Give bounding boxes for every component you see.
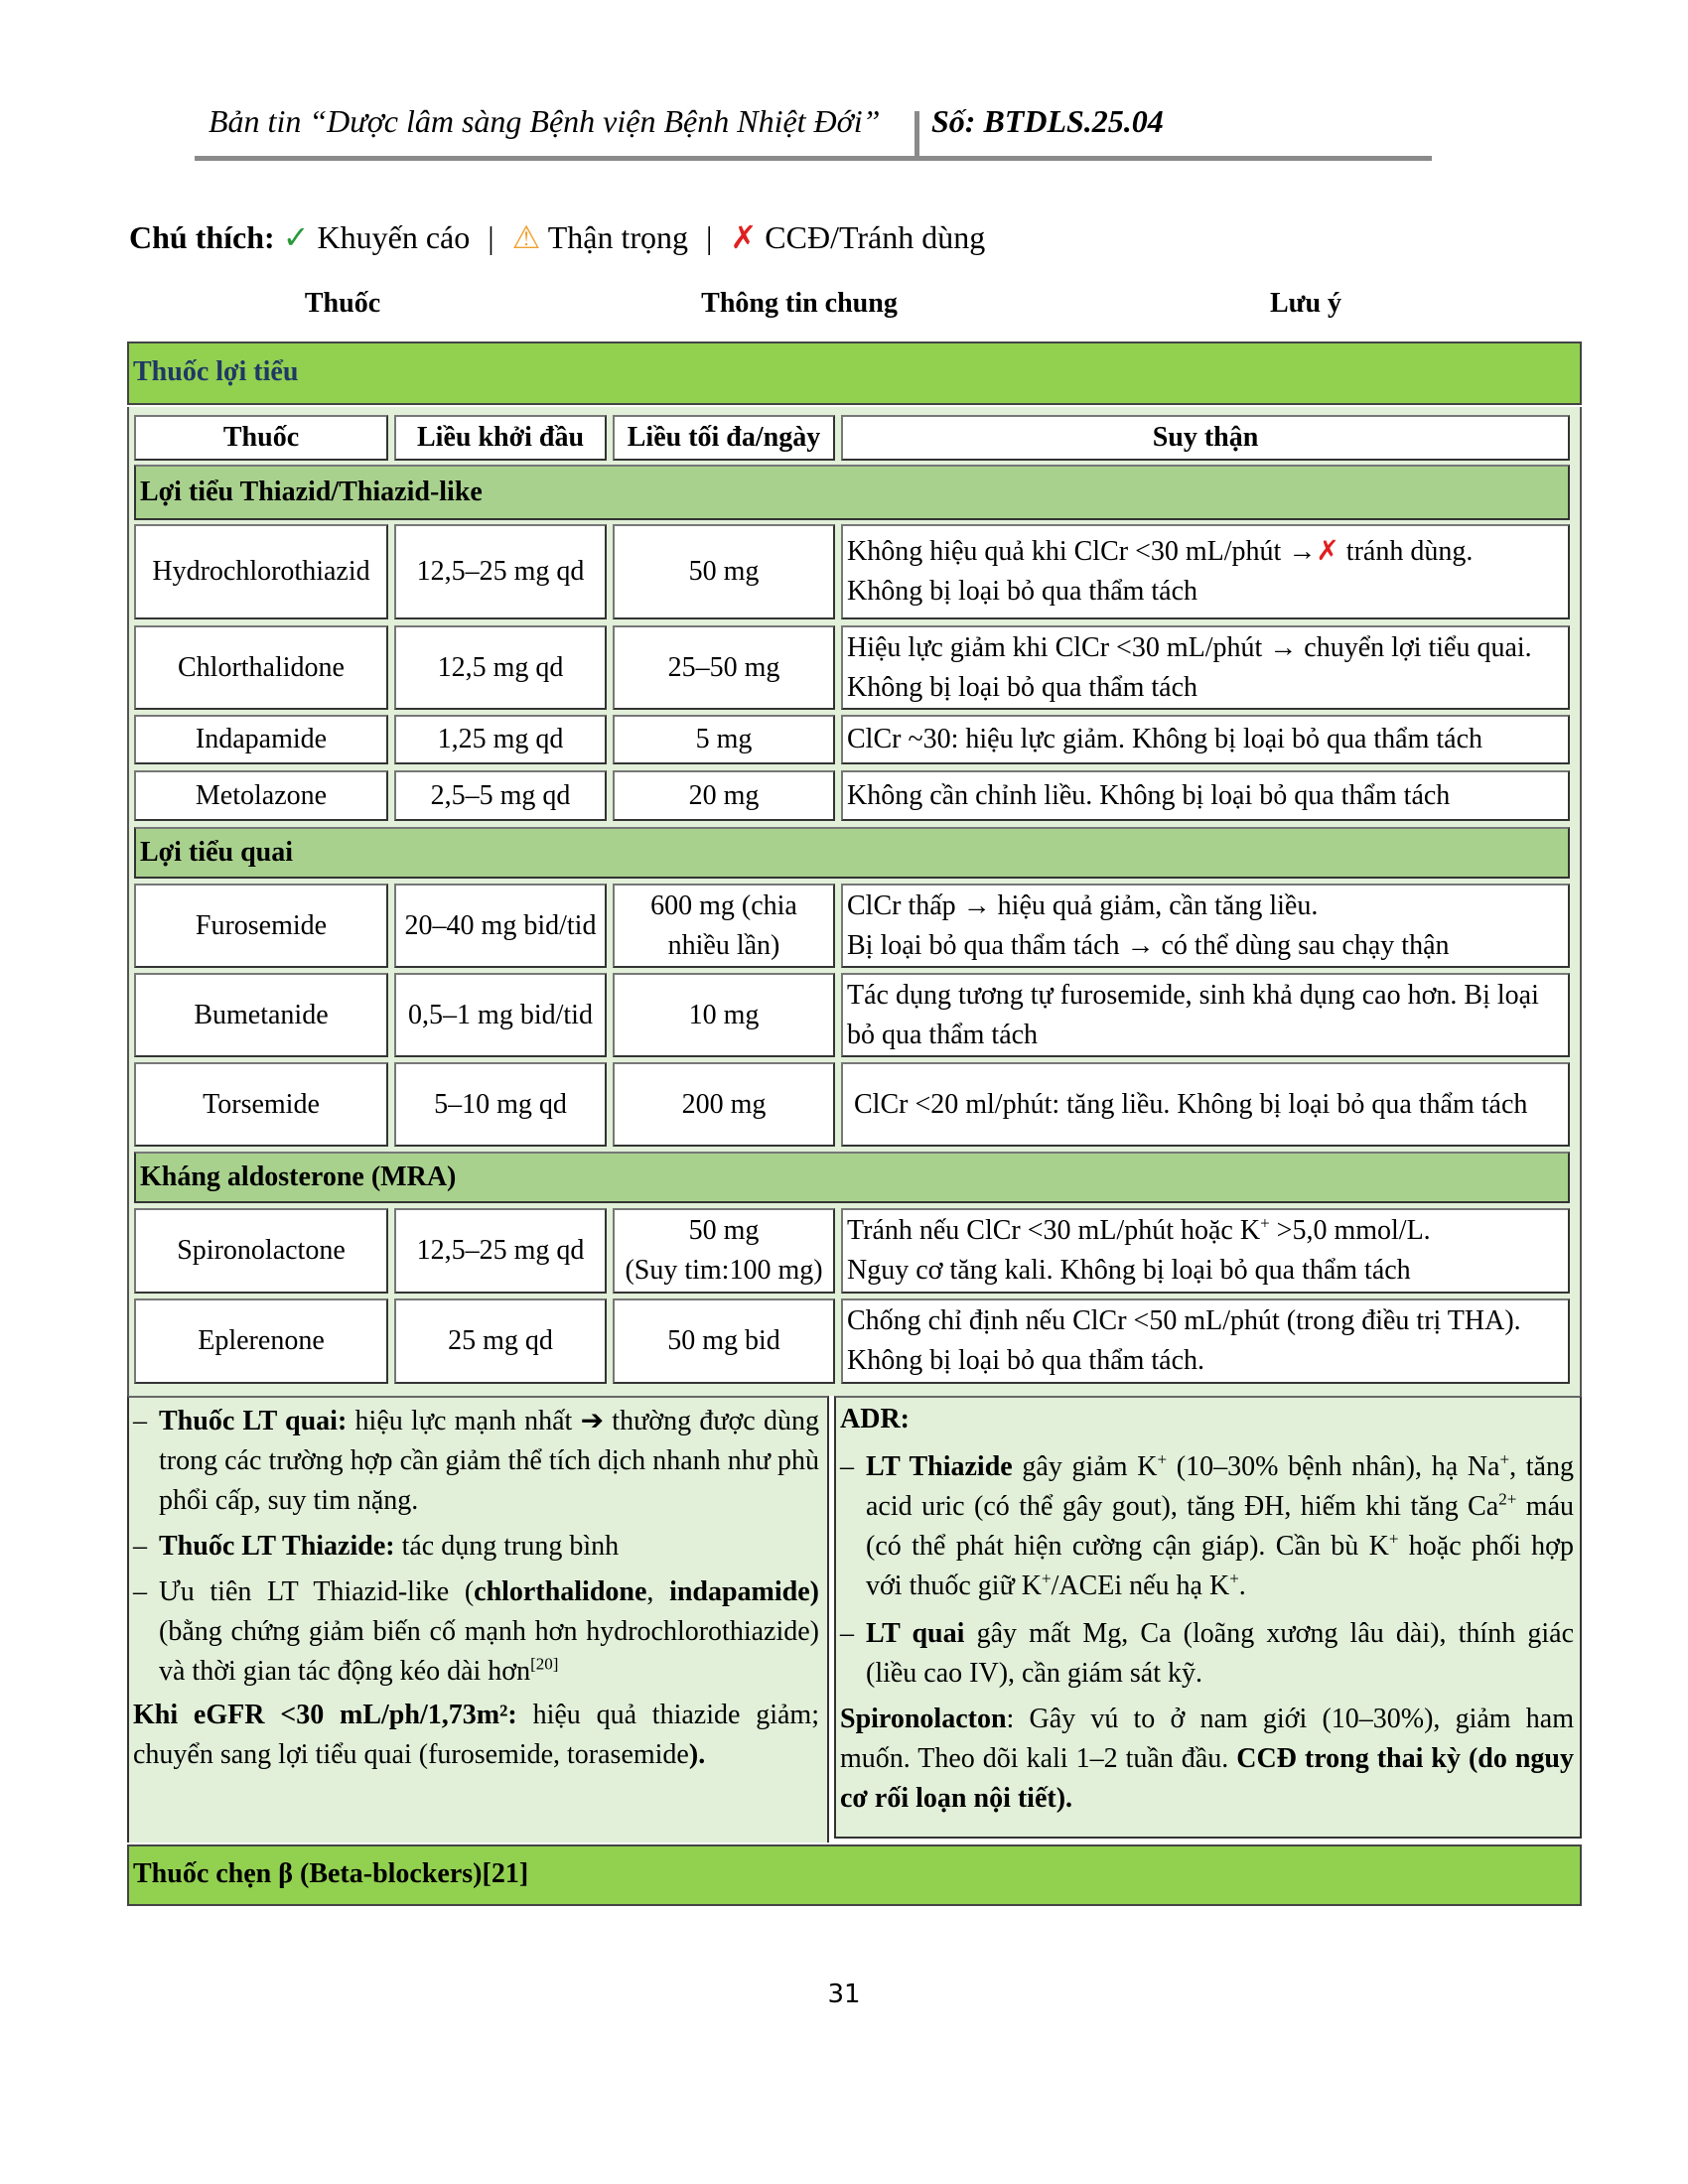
- table-row-renal: [841, 1208, 1570, 1294]
- table-header-drug: Thuốc: [134, 415, 388, 461]
- note-text: /ACEi nếu hạ K: [1051, 1570, 1230, 1601]
- renal-text: Tránh nếu ClCr <30 mL/phút hoặc K: [847, 1215, 1261, 1246]
- renal-text: Bị loại bỏ qua thẩm tách → có thể dùng sau chạy thận: [847, 929, 1450, 961]
- table-row-renal: [841, 1298, 1570, 1384]
- max-dose-text: 600 mg (chia: [650, 889, 797, 921]
- note-text: hoặc phối hợp với thuốc giữ K: [866, 1531, 1574, 1601]
- superscript: +: [1157, 1449, 1168, 1469]
- table-row-renal: [841, 884, 1570, 968]
- table-row-drug: Hydrochlorothiazid: [134, 524, 388, 619]
- note-text: gây giảm K: [1012, 1451, 1158, 1482]
- bulletin-title: Bản tin “Dược lâm sàng Bệnh viện Bệnh Nhiệt Đới”: [209, 103, 881, 139]
- group-mra: Kháng aldosterone (MRA): [134, 1152, 1570, 1203]
- note-bold: CCĐ trong thai kỳ (do nguy cơ rối loạn nội tiết).: [840, 1743, 1574, 1814]
- table-header-renal: Suy thận: [841, 415, 1570, 461]
- bullet-dash: –: [840, 1618, 854, 1649]
- note-bold: indapamide): [669, 1576, 819, 1607]
- legend-separator: |: [706, 219, 713, 255]
- table-row-start-dose: 0,5–1 mg bid/tid: [394, 973, 607, 1057]
- superscript: +: [1260, 1213, 1270, 1233]
- cross-icon: ✗: [1316, 536, 1339, 567]
- column-heading-general-info: Thông tin chung: [701, 288, 898, 319]
- renal-text: Không bị loại bỏ qua thẩm tách: [847, 576, 1198, 607]
- notes-general: [127, 1396, 829, 1843]
- renal-text: Chống chỉ định nếu ClCr <50 mL/phút (trong điều trị THA).: [847, 1305, 1521, 1336]
- table-row-drug: Chlorthalidone: [134, 625, 388, 710]
- note-item: [840, 1614, 1574, 1694]
- note-text: (bằng chứng giảm biến cố mạnh hơn hydrochlorothiazide) và thời gian tác động kéo dài hơn: [159, 1616, 819, 1687]
- table-row-drug: Indapamide: [134, 715, 388, 764]
- table-row-start-dose: 2,5–5 mg qd: [394, 770, 607, 821]
- renal-text: Hiệu lực giảm khi ClCr <30 mL/phút → chuyển lợi tiểu quai. Không bị loại bỏ qua thẩm tách: [847, 631, 1532, 703]
- table-row-max-dose: [613, 884, 835, 968]
- table-row-max-dose: 20 mg: [613, 770, 835, 821]
- note-bold: Thuốc LT quai:: [159, 1406, 348, 1436]
- table-row-drug: Torsemide: [134, 1062, 388, 1147]
- note-text: hiệu quả thiazide giảm; chuyển sang lợi tiểu quai (furosemide, torasemide: [133, 1700, 819, 1770]
- note-bold: LT Thiazide: [866, 1451, 1013, 1482]
- note-spironolactone: [840, 1700, 1574, 1819]
- table-row-drug: Bumetanide: [134, 973, 388, 1057]
- table-row-start-dose: 5–10 mg qd: [394, 1062, 607, 1147]
- header-divider: [914, 111, 919, 161]
- table-row-renal: [841, 973, 1570, 1057]
- table-row-start-dose: 25 mg qd: [394, 1298, 607, 1384]
- note-egfr: [133, 1696, 819, 1775]
- legend: [129, 218, 985, 256]
- renal-text: ClCr <20 ml/phút: tăng liều. Không bị loại bỏ qua thẩm tách: [847, 1088, 1528, 1120]
- superscript: +: [1229, 1569, 1239, 1588]
- table-row-start-dose: 1,25 mg qd: [394, 715, 607, 764]
- superscript: 2+: [1498, 1489, 1517, 1509]
- table-row-drug: Spironolactone: [134, 1208, 388, 1294]
- section-title-beta-blockers: Thuốc chẹn β (Beta-blockers)[21]: [127, 1844, 1582, 1906]
- max-dose-text: nhiều lần): [667, 929, 780, 961]
- adr-title: ADR:: [840, 1404, 910, 1434]
- renal-text: Không hiệu quả khi ClCr <30 mL/phút →: [847, 536, 1317, 567]
- note-text: gây mất Mg, Ca (loãng xương lâu dài), thính giác (liều cao IV), cần giám sát kỹ.: [866, 1618, 1575, 1689]
- legend-caution: Thận trọng: [547, 219, 689, 255]
- note-item: [133, 1402, 819, 1521]
- legend-label: Chú thích:: [129, 219, 275, 255]
- bullet-dash: –: [840, 1451, 854, 1482]
- reference-superscript: [20]: [530, 1654, 559, 1674]
- table-row-drug: Furosemide: [134, 884, 388, 968]
- note-text: Ưu tiên LT Thiazid-like (: [159, 1576, 475, 1607]
- renal-text: Tác dụng tương tự furosemide, sinh khả dụng cao hơn. Bị loại bỏ qua thẩm tách: [847, 979, 1539, 1050]
- header-rule: [195, 156, 1432, 161]
- table-row-start-dose: 12,5–25 mg qd: [394, 1208, 607, 1294]
- note-text: ,: [646, 1576, 670, 1607]
- table-row-start-dose: 20–40 mg bid/tid: [394, 884, 607, 968]
- check-icon: ✓: [282, 219, 310, 255]
- bulletin-issue-number: Số: BTDLS.25.04: [931, 103, 1164, 139]
- legend-separator: |: [488, 219, 494, 255]
- superscript: +: [1388, 1529, 1399, 1549]
- note-bold: Spironolacton: [840, 1704, 1007, 1734]
- table-header-max-dose: Liều tối đa/ngày: [613, 415, 835, 461]
- bullet-dash: –: [133, 1406, 147, 1436]
- bullet-dash: –: [133, 1531, 147, 1562]
- note-text: (10–30% bệnh nhân), hạ Na: [1167, 1451, 1500, 1482]
- page-number: 31: [827, 1979, 861, 2009]
- legend-recommended: Khuyến cáo: [317, 219, 471, 255]
- note-text: máu (có thể phát hiện cường cận giáp). Cần bù K: [866, 1491, 1574, 1562]
- max-dose-text: (Suy tim:100 mg): [625, 1255, 823, 1286]
- superscript: +: [1499, 1449, 1510, 1469]
- note-text: : Gây vú to ở nam giới (10–30%), giảm ham muốn. Theo dõi kali 1–2 tuần đầu.: [840, 1704, 1574, 1774]
- note-bold: Thuốc LT Thiazide:: [159, 1531, 395, 1562]
- renal-text: Không bị loại bỏ qua thẩm tách.: [847, 1345, 1205, 1376]
- column-heading-drug: Thuốc: [304, 288, 381, 319]
- table-row-max-dose: 25–50 mg: [613, 625, 835, 710]
- renal-text: >5,0 mmol/L.: [1269, 1215, 1431, 1246]
- table-row-max-dose: 10 mg: [613, 973, 835, 1057]
- table-row-renal: ClCr ~30: hiệu lực giảm. Không bị loại bỏ qua thẩm tách: [841, 715, 1570, 764]
- note-item: [133, 1527, 819, 1567]
- superscript: +: [1041, 1569, 1052, 1588]
- group-thiazide: Lợi tiểu Thiazid/Thiazid-like: [134, 465, 1570, 520]
- renal-text: ClCr thấp → hiệu quả giảm, cần tăng liều.: [847, 889, 1319, 921]
- max-dose-text: 50 mg: [688, 1215, 760, 1246]
- table-row-start-dose: 12,5 mg qd: [394, 625, 607, 710]
- note-bold: LT quai: [866, 1618, 965, 1649]
- note-text: , tăng acid uric (có thể gây gout), tăng ĐH, hiếm khi tăng Ca: [866, 1451, 1574, 1522]
- group-loop-diuretics: Lợi tiểu quai: [134, 827, 1570, 879]
- table-row-max-dose: 50 mg bid: [613, 1298, 835, 1384]
- legend-contraindicated: CCĐ/Tránh dùng: [765, 219, 986, 255]
- notes-adr: [834, 1396, 1582, 1839]
- renal-text: tránh dùng.: [1338, 536, 1474, 567]
- table-row-drug: Metolazone: [134, 770, 388, 821]
- note-item: [133, 1572, 819, 1692]
- note-bold: chlorthalidone: [474, 1576, 647, 1607]
- note-item: [840, 1447, 1574, 1606]
- table-row-drug: Eplerenone: [134, 1298, 388, 1384]
- table-row-start-dose: 12,5–25 mg qd: [394, 524, 607, 619]
- note-bold: Khi eGFR <30 mL/ph/1,73m²:: [133, 1700, 517, 1730]
- renal-text: Nguy cơ tăng kali. Không bị loại bỏ qua thẩm tách: [847, 1255, 1411, 1286]
- cross-icon: ✗: [730, 219, 758, 255]
- table-row-max-dose: 5 mg: [613, 715, 835, 764]
- table-row-max-dose: [613, 1208, 835, 1294]
- table-row-renal: Không cần chỉnh liều. Không bị loại bỏ qua thẩm tách: [841, 770, 1570, 821]
- table-header-start-dose: Liều khởi đầu: [394, 415, 607, 461]
- table-row-max-dose: 200 mg: [613, 1062, 835, 1147]
- bullet-dash: –: [133, 1576, 147, 1607]
- note-bold: ).: [688, 1739, 706, 1770]
- note-text: tác dụng trung bình: [394, 1531, 620, 1562]
- table-row-max-dose: 50 mg: [613, 524, 835, 619]
- table-row-renal: [841, 625, 1570, 710]
- warning-icon: ⚠: [511, 219, 541, 255]
- section-title-diuretics: Thuốc lợi tiểu: [127, 341, 1582, 405]
- note-text: .: [1238, 1570, 1246, 1601]
- table-row-renal: [841, 524, 1570, 619]
- note-text: hiệu lực mạnh nhất ➔ thường được dùng trong các trường hợp cần giảm thể tích dịch nhanh như phù phổi cấp, suy tim nặng.: [159, 1406, 819, 1516]
- column-heading-notes: Lưu ý: [1269, 288, 1342, 319]
- table-row-renal: [841, 1062, 1570, 1147]
